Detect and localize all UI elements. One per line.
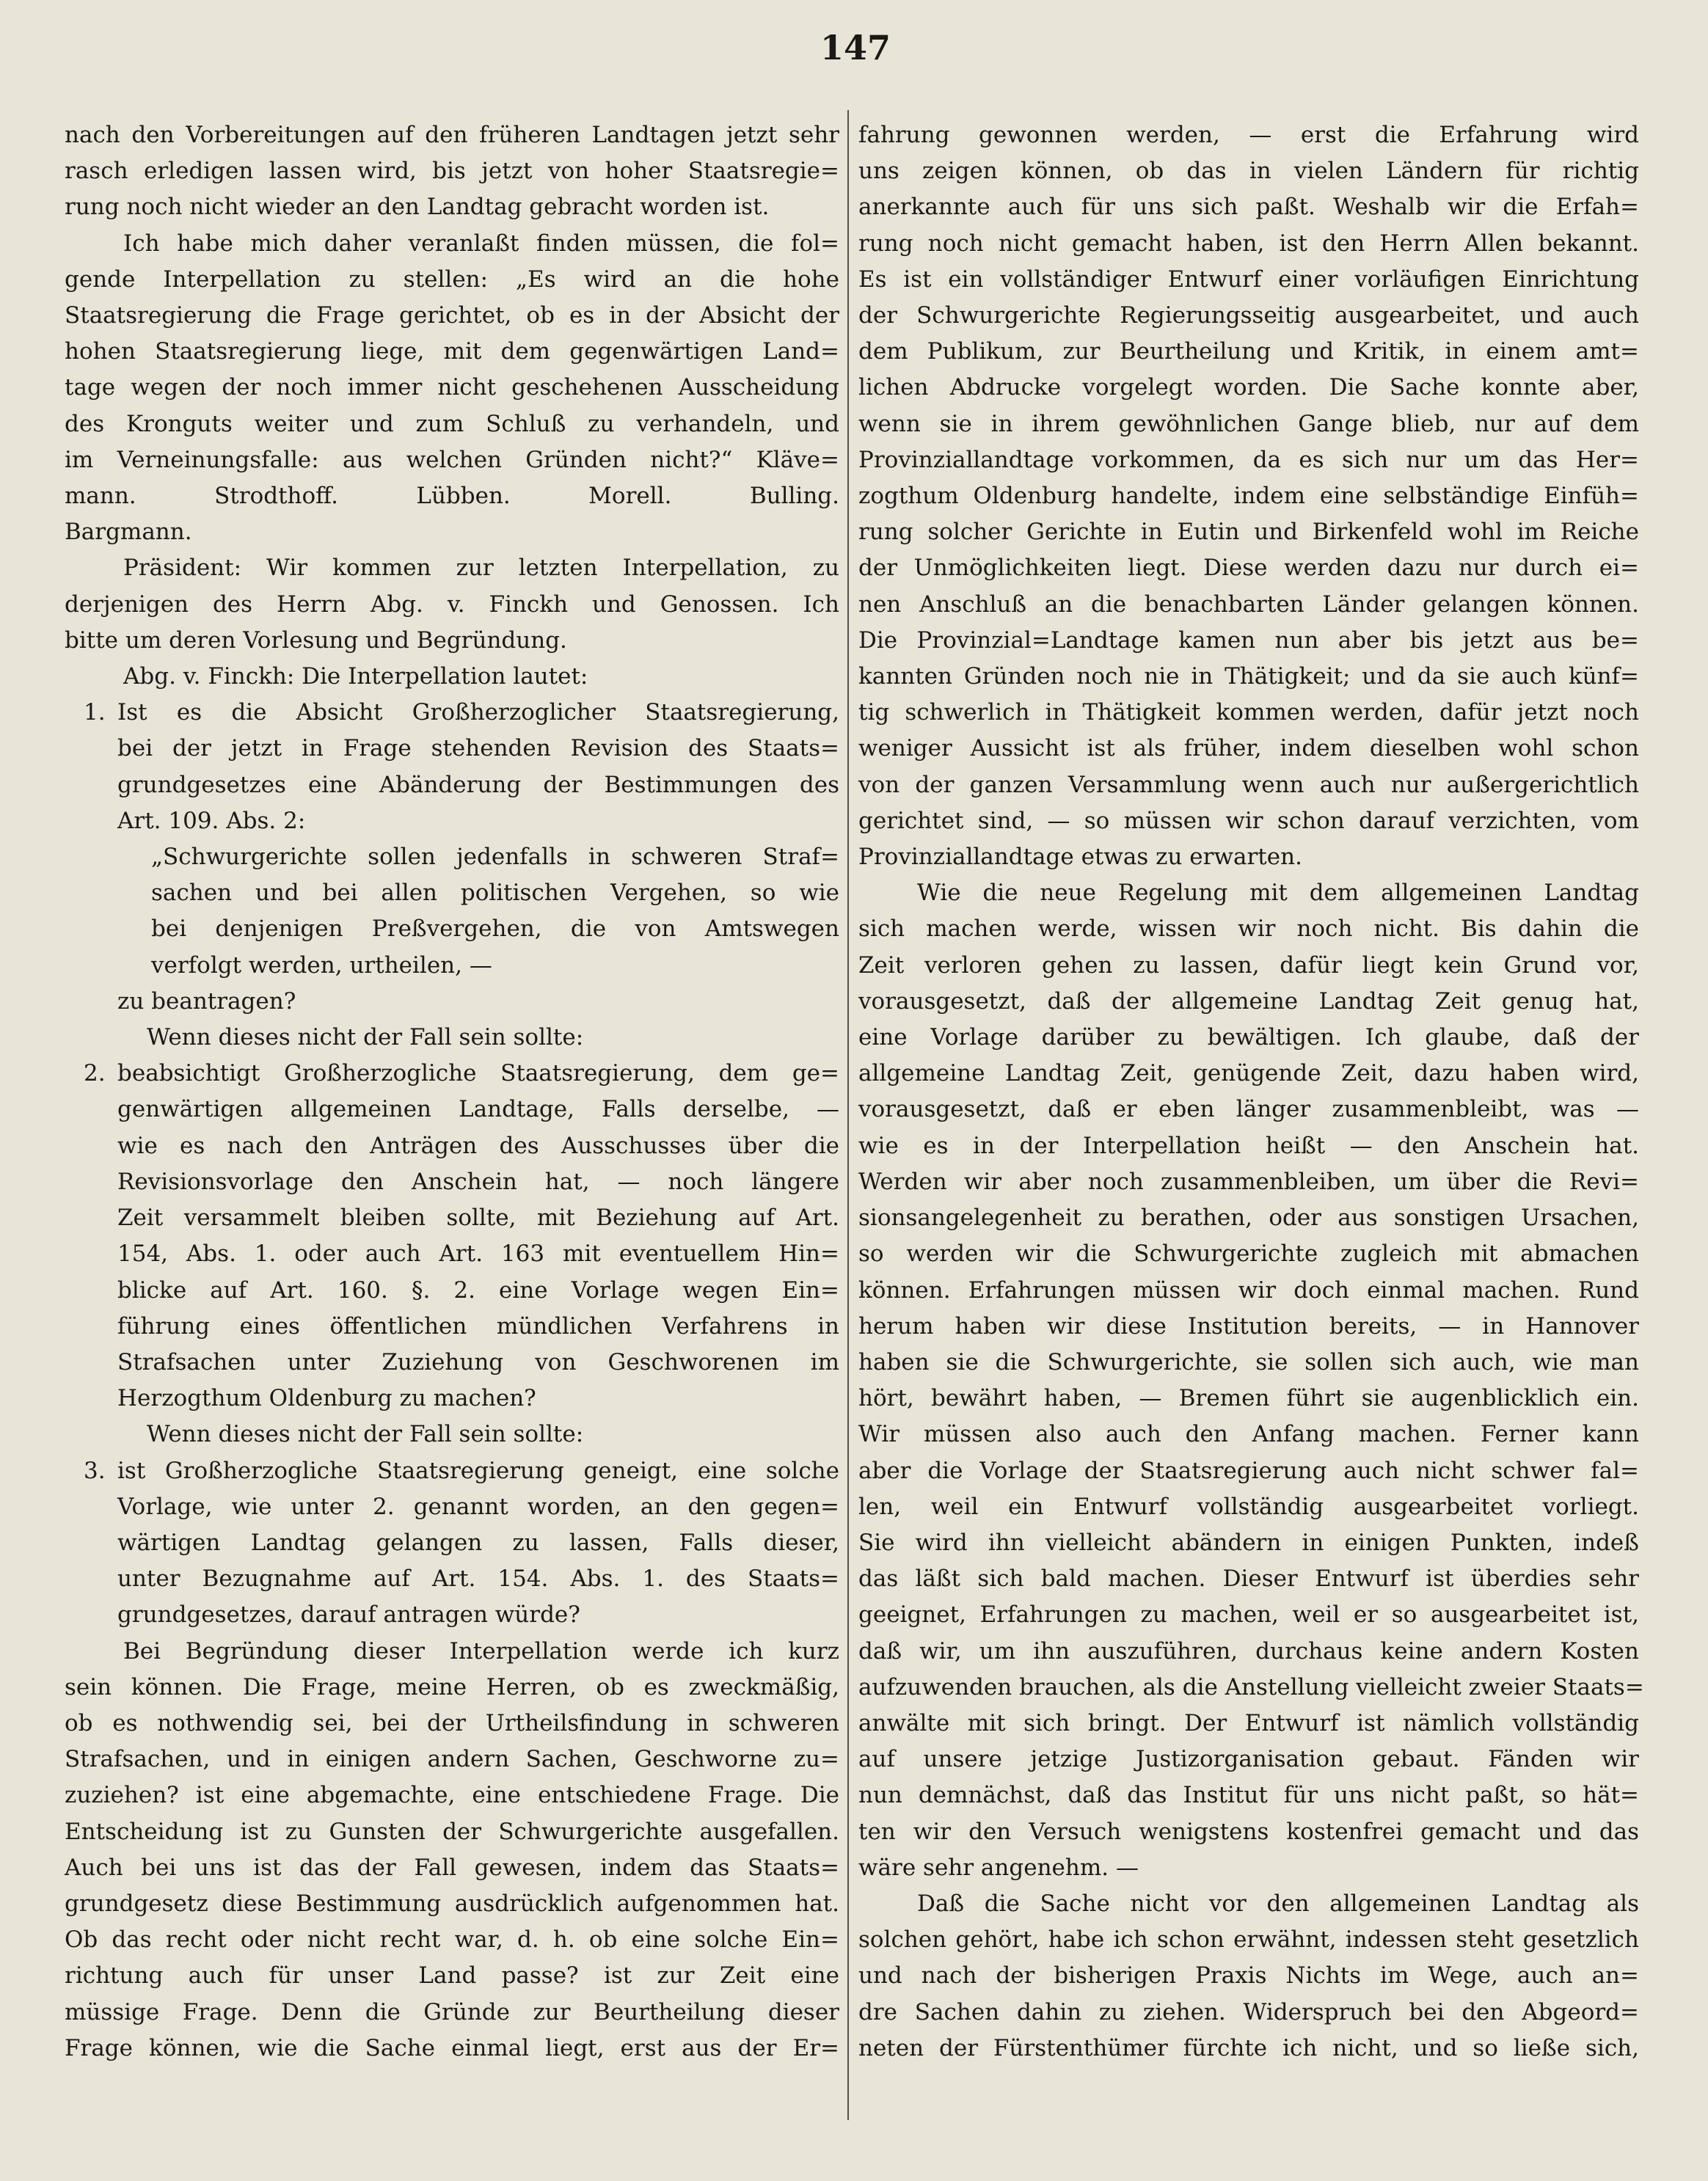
text-line: [65, 623, 839, 659]
line-text: dre Sachen dahin zu ziehen. Widerspruch bei den Abgeord=: [858, 1998, 1639, 2025]
text-line: [65, 370, 839, 406]
text-line: [65, 839, 839, 875]
text-line: [858, 1309, 1639, 1345]
line-text: müssige Frage. Denn die Gründe zur Beurtheilung dieser: [65, 1998, 839, 2025]
line-text: Ob das recht oder nicht recht war, d. h. ob eine solche Ein=: [65, 1926, 839, 1954]
text-line: [65, 406, 839, 442]
left-column: [65, 117, 839, 2067]
text-line: [65, 1525, 839, 1561]
text-line: [858, 731, 1639, 767]
right-column: [858, 117, 1644, 2067]
text-line: [858, 1597, 1639, 1633]
line-text: grundgesetz diese Bestimmung ausdrücklich aufgenommen hat.: [65, 1890, 839, 1917]
line-text: wenn sie in ihrem gewöhnlichen Gange blieb, nur auf dem: [858, 410, 1639, 437]
line-text: der Schwurgerichte Regierungsseitig ausgearbeitet, und auch: [858, 302, 1639, 329]
line-text: rung noch nicht gemacht haben, ist den Herrn Allen bekannt.: [858, 230, 1639, 257]
text-line: [65, 226, 839, 262]
text-line: [858, 1525, 1639, 1561]
line-text: wärtigen Landtag gelangen zu lassen, Falls dieser,: [117, 1529, 839, 1556]
line-text: Ist es die Absicht Großherzoglicher Staatsregierung,: [117, 699, 839, 726]
line-text: nach den Vorbereitungen auf den früheren Landtagen jetzt sehr: [65, 122, 839, 148]
line-text: Entscheidung ist zu Gunsten der Schwurgerichte ausgefallen.: [65, 1818, 839, 1845]
line-text: lichen Abdrucke vorgelegt worden. Die Sache konnte aber,: [858, 374, 1639, 401]
text-line: [858, 478, 1639, 514]
text-line: [858, 1345, 1639, 1381]
text-line: [65, 1850, 839, 1886]
line-text: zu beantragen?: [117, 987, 296, 1015]
line-text: Präsident: Wir kommen zur letzten Interpellation, zu: [123, 555, 839, 582]
text-line: [858, 984, 1639, 1020]
text-line: [858, 2031, 1639, 2067]
text-line: [858, 1634, 1639, 1670]
text-line: [858, 623, 1639, 659]
text-line: [65, 875, 839, 911]
line-text: genwärtigen allgemeinen Landtage, Falls derselbe, —: [117, 1096, 839, 1123]
line-text: können. Erfahrungen müssen wir doch einmal machen. Rund: [858, 1276, 1639, 1304]
line-text: rung solcher Gerichte in Eutin und Birkenfeld wohl im Reiche: [858, 519, 1639, 546]
line-text: Staatsregierung die Frage gerichtet, ob es in der Absicht der: [65, 302, 839, 329]
text-line: [858, 1886, 1639, 1922]
text-line: [65, 911, 839, 947]
line-text: anwälte mit sich bringt. Der Entwurf ist nämlich vollständig: [858, 1709, 1639, 1736]
line-text: neten der Fürstenthümer fürchte ich nicht, und so ließe sich,: [858, 2034, 1639, 2061]
text-line: [858, 514, 1639, 550]
text-line: [65, 695, 839, 731]
line-text: sachen und bei allen politischen Vergehen, so wie: [151, 880, 839, 907]
text-line: [858, 1561, 1639, 1597]
text-line: [858, 803, 1639, 839]
text-line: [858, 1092, 1639, 1128]
line-text: tage wegen der noch immer nicht geschehenen Ausscheidung: [65, 374, 839, 401]
line-text: solchen gehört, habe ich schon erwähnt, indessen steht gesetzlich: [858, 1926, 1639, 1954]
text-line: [858, 1489, 1639, 1525]
line-text: Daß die Sache nicht vor den allgemeinen Landtag als: [917, 1890, 1639, 1917]
text-line: [65, 153, 839, 189]
line-text: Wir müssen also auch den Anfang machen. Ferner kann: [858, 1421, 1639, 1448]
line-text: dem Publikum, zur Beurtheilung und Kritik, in einem amt=: [858, 338, 1639, 365]
text-line: [65, 298, 839, 334]
line-text: bitte um deren Vorlesung und Begründung.: [65, 626, 567, 654]
line-text: fahrung gewonnen werden, — erst die Erfahrung wird: [858, 122, 1639, 148]
line-text: Bargmann.: [65, 519, 192, 546]
line-text: unter Bezugnahme auf Art. 154. Abs. 1. des Staats=: [117, 1566, 839, 1593]
line-text: im Verneinungsfalle: aus welchen Gründen nicht?“ Kläve=: [65, 446, 839, 473]
line-text: haben sie die Schwurgerichte, sie sollen sich auch, wie man: [858, 1348, 1639, 1376]
line-text: der Unmöglichkeiten liegt. Diese werden dazu nur durch ei=: [858, 555, 1639, 582]
text-line: [65, 1958, 839, 1994]
line-text: Strafsachen unter Zuziehung von Geschworenen im: [117, 1348, 839, 1376]
text-line: [858, 1670, 1644, 1706]
line-text: uns zeigen können, ob das in vielen Ländern für richtig: [858, 158, 1639, 185]
line-text: Werden wir aber noch zusammenbleiben, um über die Revi=: [858, 1168, 1639, 1195]
line-text: Provinziallandtage etwas zu erwarten.: [858, 844, 1302, 871]
line-text: Bei Begründung dieser Interpellation werde ich kurz: [123, 1637, 839, 1665]
text-line: [858, 948, 1639, 984]
list-number: 1.: [84, 699, 106, 726]
text-line: [858, 1706, 1639, 1742]
line-text: Frage können, wie die Sache einmal liegt, erst aus der Er=: [65, 2034, 839, 2061]
text-line: [65, 1922, 839, 1958]
line-text: Ich habe mich daher veranlaßt finden müssen, die fol=: [123, 230, 839, 257]
text-line: [65, 1561, 839, 1597]
line-text: Wenn dieses nicht der Fall sein sollte:: [147, 1421, 584, 1448]
text-line: [65, 334, 839, 370]
line-text: zogthum Oldenburg handelte, indem eine selbständige Einfüh=: [858, 483, 1639, 510]
page-number: 147: [820, 28, 891, 67]
line-text: sein können. Die Frage, meine Herren, ob es zweckmäßig,: [65, 1673, 839, 1700]
text-line: [858, 1164, 1639, 1200]
line-text: „Schwurgerichte sollen jedenfalls in schweren Straf=: [151, 844, 839, 871]
text-line: [65, 1670, 839, 1706]
line-text: hört, bewährt haben, — Bremen führt sie augenblicklich ein.: [858, 1385, 1639, 1412]
line-text: eine Vorlage darüber zu bewältigen. Ich glaube, daß der: [858, 1024, 1639, 1051]
line-text: Strafsachen, und in einigen andern Sachen, Geschworne zu=: [65, 1746, 839, 1773]
text-line: [858, 659, 1639, 695]
line-text: hohen Staatsregierung liege, mit dem gegenwärtigen Land=: [65, 338, 839, 365]
line-text: sich machen werde, wissen wir noch nicht. Bis dahin die: [858, 916, 1639, 943]
line-text: wäre sehr angenehm. —: [858, 1854, 1139, 1881]
line-text: daß wir, um ihn auszuführen, durchaus keine andern Kosten: [858, 1637, 1639, 1665]
line-text: Art. 109. Abs. 2:: [117, 807, 306, 834]
text-line: [65, 731, 839, 767]
line-text: verfolgt werden, urtheilen, —: [151, 951, 492, 979]
text-line: [858, 767, 1639, 803]
text-line: [858, 1453, 1639, 1489]
text-line: [65, 1273, 839, 1309]
line-text: Provinziallandtage vorkommen, da es sich nur um das Her=: [858, 446, 1639, 473]
line-text: 154, Abs. 1. oder auch Art. 163 mit eventuellem Hin=: [117, 1241, 839, 1268]
text-line: [858, 875, 1639, 911]
text-line: [65, 767, 839, 803]
line-text: Wenn dieses nicht der Fall sein sollte:: [147, 1024, 584, 1051]
line-text: ist Großherzogliche Staatsregierung geneigt, eine solche: [117, 1457, 839, 1484]
text-line: [858, 587, 1639, 623]
text-line: [65, 659, 839, 695]
line-text: rung noch nicht wieder an den Landtag gebracht worden ist.: [65, 194, 770, 221]
text-line: [65, 2031, 839, 2067]
line-text: herum haben wir diese Institution bereits, — in Hannover: [858, 1312, 1639, 1340]
text-line: [65, 1236, 839, 1272]
text-line: [858, 298, 1639, 334]
text-line: [858, 1381, 1639, 1417]
list-number: 2.: [84, 1060, 106, 1087]
line-text: Revisionsvorlage den Anschein hat, — noch längere: [117, 1168, 839, 1195]
text-line: [65, 550, 839, 586]
text-line: [858, 1814, 1639, 1850]
line-text: vorausgesetzt, daß er eben länger zusammenbleibt, was —: [858, 1096, 1639, 1123]
line-text: Auch bei uns ist das der Fall gewesen, indem das Staats=: [65, 1854, 839, 1881]
line-text: mann. Strodthoff. Lübben. Morell. Bulling.: [65, 483, 839, 510]
line-text: vorausgesetzt, daß der allgemeine Landtag Zeit genug hat,: [858, 987, 1639, 1015]
line-text: kannten Gründen noch nie in Thätigkeit; und da sie auch künf=: [858, 663, 1639, 690]
text-line: [858, 1850, 1639, 1886]
line-text: allgemeine Landtag Zeit, genügende Zeit, dazu haben wird,: [858, 1060, 1639, 1087]
line-text: Zeit verloren gehen zu lassen, dafür liegt kein Grund vor,: [858, 951, 1639, 979]
line-text: grundgesetzes eine Abänderung der Bestimmungen des: [117, 771, 839, 798]
text-line: [858, 1056, 1639, 1092]
line-text: Zeit versammelt bleiben sollte, mit Beziehung auf Art.: [117, 1205, 839, 1232]
line-text: und nach der bisherigen Praxis Nichts im Wege, auch an=: [858, 1962, 1639, 1990]
text-line: [65, 1778, 839, 1813]
text-line: [858, 839, 1639, 875]
text-line: [65, 948, 839, 984]
line-text: anerkannte auch für uns sich paßt. Weshalb wir die Erfah=: [858, 194, 1639, 221]
text-line: [65, 984, 839, 1020]
text-line: [65, 1634, 839, 1670]
line-text: len, weil ein Entwurf vollständig ausgearbeitet vorliegt.: [858, 1493, 1639, 1520]
text-line: [65, 587, 839, 623]
text-line: [858, 1200, 1639, 1236]
line-text: bei der jetzt in Frage stehenden Revision des Staats=: [117, 735, 839, 762]
text-line: [65, 1453, 839, 1489]
text-line: [65, 1417, 839, 1453]
line-text: zuziehen? ist eine abgemachte, eine entschiedene Frage. Die: [65, 1782, 839, 1809]
text-line: [65, 1886, 839, 1922]
line-text: blicke auf Art. 160. §. 2. eine Vorlage wegen Ein=: [117, 1276, 839, 1304]
line-text: Herzogthum Oldenburg zu machen?: [117, 1385, 536, 1412]
line-text: geeignet, Erfahrungen zu machen, weil er so ausgearbeitet ist,: [858, 1601, 1639, 1629]
text-line: [65, 1092, 839, 1128]
line-text: gerichtet sind, — so müssen wir schon darauf verzichten, vom: [858, 807, 1639, 834]
line-text: Die Provinzial=Landtage kamen nun aber bis jetzt aus be=: [858, 626, 1639, 654]
text-line: [858, 550, 1639, 586]
line-text: wie es in der Interpellation heißt — den Anschein hat.: [858, 1132, 1639, 1159]
text-line: [858, 1778, 1639, 1813]
column-divider: [847, 110, 849, 2120]
text-line: [65, 1489, 839, 1525]
text-line: [65, 1128, 839, 1164]
text-line: [65, 1200, 839, 1236]
line-text: derjenigen des Herrn Abg. v. Finckh und Genossen. Ich: [65, 591, 839, 618]
line-text: ten wir den Versuch wenigstens kostenfrei gemacht und das: [858, 1818, 1639, 1845]
text-line: [858, 1922, 1639, 1958]
text-line: [858, 1958, 1639, 1994]
text-line: [65, 1164, 839, 1200]
text-line: [65, 1706, 839, 1742]
line-text: so werden wir die Schwurgerichte zugleich mit abmachen: [858, 1241, 1639, 1268]
text-line: [858, 262, 1639, 298]
text-line: [65, 262, 839, 298]
line-text: des Kronguts weiter und zum Schluß zu verhandeln, und: [65, 410, 839, 437]
line-text: wie es nach den Anträgen des Ausschusses über die: [117, 1132, 839, 1159]
line-text: von der ganzen Versammlung wenn auch nur außergerichtlich: [858, 771, 1639, 798]
text-line: [858, 1995, 1639, 2031]
line-text: das läßt sich bald machen. Dieser Entwurf ist überdies sehr: [858, 1566, 1639, 1593]
text-line: [65, 1345, 839, 1381]
text-line: [858, 1273, 1639, 1309]
line-text: nen Anschluß an die benachbarten Länder gelangen können.: [858, 591, 1639, 618]
line-text: auf unsere jetzige Justizorganisation gebaut. Fänden wir: [858, 1746, 1639, 1773]
line-text: grundgesetzes, darauf antragen würde?: [117, 1601, 580, 1629]
text-line: [65, 1381, 839, 1417]
text-line: [858, 226, 1639, 262]
text-line: [858, 1236, 1639, 1272]
line-text: aufzuwenden brauchen, als die Anstellung vielleicht zweier Staats=: [858, 1673, 1644, 1700]
line-text: Vorlage, wie unter 2. genannt worden, an den gegen=: [117, 1493, 839, 1520]
text-line: [858, 117, 1639, 153]
line-text: rasch erledigen lassen wird, bis jetzt von hoher Staatsregie=: [65, 158, 839, 185]
text-line: [858, 153, 1639, 189]
text-line: [65, 1309, 839, 1345]
text-line: [858, 1020, 1639, 1056]
list-number: 3.: [84, 1457, 106, 1484]
line-text: führung eines öffentlichen mündlichen Verfahrens in: [117, 1312, 839, 1340]
line-text: beabsichtigt Großherzogliche Staatsregierung, dem ge=: [117, 1060, 839, 1087]
text-line: [858, 1417, 1639, 1453]
text-line: [858, 370, 1639, 406]
line-text: sionsangelegenheit zu berathen, oder aus sonstigen Ursachen,: [858, 1205, 1639, 1232]
text-line: [65, 117, 839, 153]
text-line: [858, 334, 1639, 370]
text-line: [65, 1056, 839, 1092]
text-line: [858, 406, 1639, 442]
text-line: [858, 1742, 1639, 1778]
line-text: Abg. v. Finckh: Die Interpellation lautet:: [123, 663, 588, 690]
text-line: [65, 803, 839, 839]
line-text: Es ist ein vollständiger Entwurf einer vorläufigen Einrichtung: [858, 266, 1639, 293]
line-text: bei denjenigen Preßvergehen, die von Amtswegen: [151, 916, 839, 943]
line-text: aber die Vorlage der Staatsregierung auch nicht schwer fal=: [858, 1457, 1639, 1484]
text-line: [858, 442, 1639, 478]
line-text: Sie wird ihn vielleicht abändern in einigen Punkten, indeß: [858, 1529, 1639, 1556]
text-line: [858, 911, 1639, 947]
text-line: [65, 478, 839, 514]
text-line: [65, 442, 839, 478]
line-text: gende Interpellation zu stellen: „Es wird an die hohe: [65, 266, 839, 293]
text-line: [858, 695, 1639, 731]
line-text: tig schwerlich in Thätigkeit kommen werden, dafür jetzt noch: [858, 699, 1639, 726]
line-text: weniger Aussicht ist als früher, indem dieselben wohl schon: [858, 735, 1639, 762]
text-line: [65, 1597, 839, 1633]
line-text: ob es nothwendig sei, bei der Urtheilsfindung in schweren: [65, 1709, 839, 1736]
text-line: [65, 1742, 839, 1778]
text-line: [65, 1020, 839, 1056]
text-line: [65, 189, 839, 225]
text-line: [65, 514, 839, 550]
text-line: [65, 1814, 839, 1850]
line-text: richtung auch für unser Land passe? ist zur Zeit eine: [65, 1962, 839, 1990]
text-line: [65, 1995, 839, 2031]
line-text: Wie die neue Regelung mit dem allgemeinen Landtag: [917, 880, 1639, 907]
text-line: [858, 1128, 1639, 1164]
line-text: nun demnächst, daß das Institut für uns nicht paßt, so hät=: [858, 1782, 1639, 1809]
text-line: [858, 189, 1639, 225]
